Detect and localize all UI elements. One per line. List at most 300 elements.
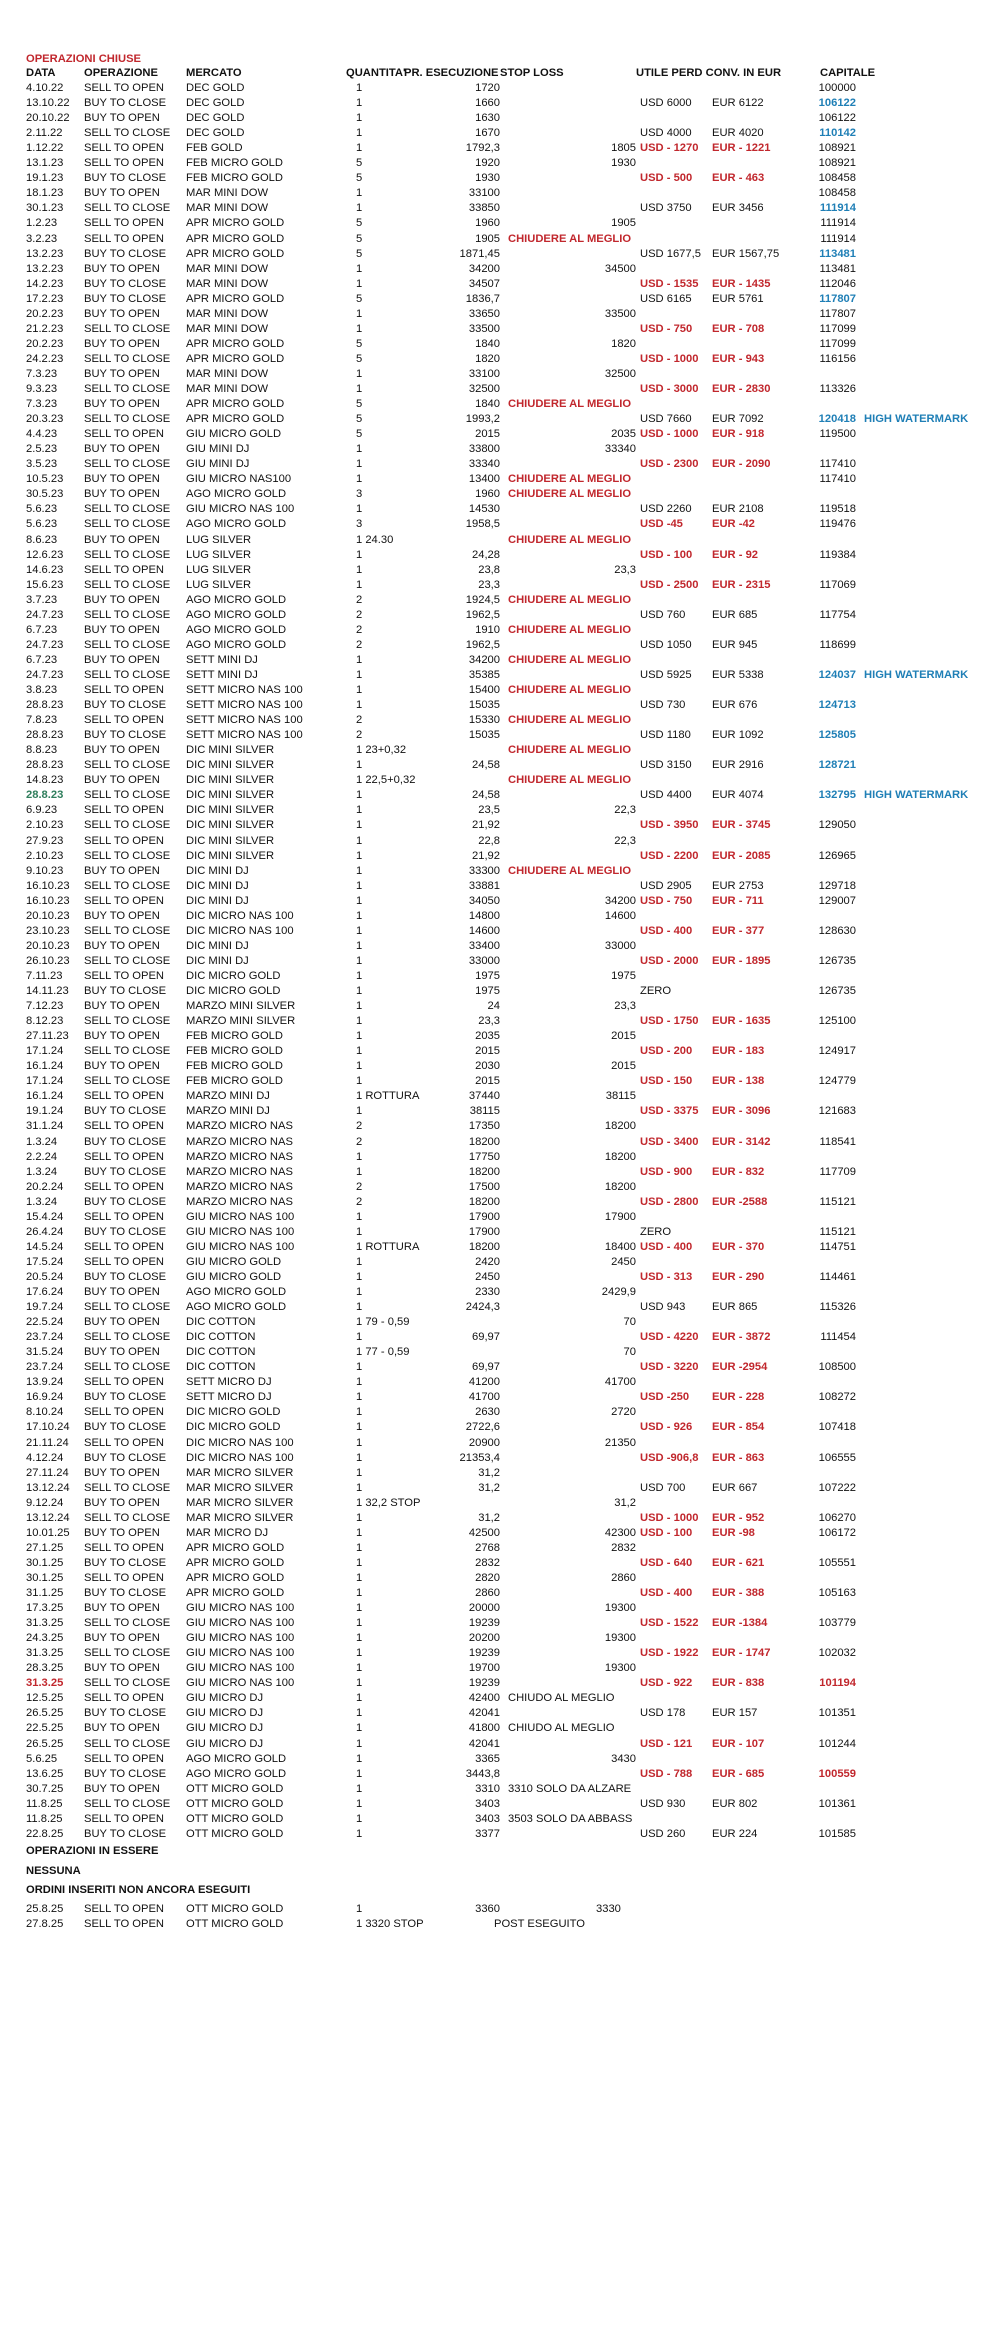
row-capital: 108272 xyxy=(818,1391,856,1404)
row-market: GIU MICRO DJ xyxy=(186,1707,264,1720)
row-capital: 121683 xyxy=(818,1105,856,1118)
row-operation: BUY TO OPEN xyxy=(84,1722,160,1735)
row-date: 17.5.24 xyxy=(26,1255,64,1268)
row-date: 3.7.23 xyxy=(26,593,58,606)
row-price: 69,97 xyxy=(472,1331,500,1344)
row-date: 21.2.23 xyxy=(26,322,64,335)
row-operation: BUY TO CLOSE xyxy=(84,1165,167,1178)
row-price: 33650 xyxy=(468,307,500,320)
row-capital: 108921 xyxy=(818,157,856,170)
row-pl-usd: USD - 3220 xyxy=(640,1361,699,1374)
pending-date: 27.8.25 xyxy=(26,1917,64,1930)
row-date: 5.6.23 xyxy=(26,518,58,531)
row-price: 1630 xyxy=(475,112,500,125)
row-operation: BUY TO OPEN xyxy=(84,112,160,125)
row-market: LUG SILVER xyxy=(186,533,252,546)
row-pl-eur: EUR - 290 xyxy=(712,1270,765,1283)
row-capital: 105163 xyxy=(818,1587,856,1599)
row-pl-usd: USD 4000 xyxy=(640,127,692,140)
row-price: 15035 xyxy=(468,729,500,742)
row-pl-usd: USD - 900 xyxy=(640,1165,693,1178)
row-date: 2.10.23 xyxy=(26,849,64,862)
row-pl-eur: EUR 4020 xyxy=(712,127,764,140)
row-quantity: 1 xyxy=(356,1752,363,1765)
row-price: 33100 xyxy=(468,187,500,200)
row-quantity: 5 xyxy=(356,413,363,426)
row-operation: BUY TO OPEN xyxy=(84,1782,160,1795)
row-market: SETT MICRO NAS 100 xyxy=(186,684,303,696)
row-market: FEB MICRO GOLD xyxy=(186,1045,283,1058)
row-price: 18200 xyxy=(468,1165,500,1178)
pending-orders-heading: ORDINI INSERITI NON ANCORA ESEGUITI xyxy=(26,1883,251,1896)
row-note: CHIUDERE AL MEGLIO xyxy=(508,864,632,877)
row-pl-eur: EUR - 92 xyxy=(712,548,759,561)
row-date: 26.5.25 xyxy=(26,1737,64,1750)
row-market: FEB MICRO GOLD xyxy=(186,1075,283,1088)
row-price: 24 xyxy=(487,1000,500,1013)
row-market: DIC MINI DJ xyxy=(186,864,249,877)
row-date: 20.2.23 xyxy=(26,337,64,350)
row-capital: 102032 xyxy=(818,1647,856,1660)
row-capital: 113326 xyxy=(819,383,856,395)
row-date: 20.10.23 xyxy=(26,939,70,952)
row-stop-loss: 3430 xyxy=(611,1752,636,1765)
row-stop-loss: 17900 xyxy=(604,1210,636,1223)
open-positions-heading: OPERAZIONI IN ESSERE xyxy=(26,1844,159,1857)
row-capital: 101361 xyxy=(818,1797,856,1810)
row-operation: SELL TO OPEN xyxy=(84,157,165,170)
row-market: GIU MICRO NAS 100 xyxy=(186,1210,295,1223)
row-market: GIU MICRO NAS 100 xyxy=(186,503,295,516)
row-market: AGO MICRO GOLD xyxy=(186,518,287,531)
row-price: 33800 xyxy=(468,443,500,456)
row-price: 1960 xyxy=(475,217,500,230)
row-date: 22.5.25 xyxy=(26,1722,64,1735)
row-stop-loss: 32500 xyxy=(604,367,636,380)
row-price: 33300 xyxy=(468,864,500,877)
high-watermark-label: HIGH WATERMARK xyxy=(864,789,969,802)
row-market: GIU MICRO NAS 100 xyxy=(186,1677,295,1690)
row-date: 16.10.23 xyxy=(26,879,70,892)
row-pl-eur: EUR - 3745 xyxy=(712,819,771,832)
row-market: APR MICRO GOLD xyxy=(186,1541,285,1554)
pending-stop: 3330 xyxy=(596,1902,621,1915)
row-market: DIC MINI SILVER xyxy=(186,789,275,802)
row-date: 15.4.24 xyxy=(26,1210,64,1223)
row-pl-eur: EUR - 1221 xyxy=(712,142,771,155)
row-price: 3365 xyxy=(475,1752,500,1765)
row-pl-usd: USD - 100 xyxy=(640,1526,693,1539)
row-market: MAR MICRO SILVER xyxy=(186,1481,294,1494)
row-operation: SELL TO CLOSE xyxy=(84,503,171,516)
row-capital: 111914 xyxy=(820,232,856,245)
row-quantity: 1 xyxy=(356,1286,363,1298)
row-note: CHIUDERE AL MEGLIO xyxy=(508,653,632,666)
row-market: FEB GOLD xyxy=(186,142,243,155)
row-pl-usd: USD - 200 xyxy=(640,1045,693,1058)
row-capital: 115326 xyxy=(819,1301,856,1314)
row-market: APR MICRO GOLD xyxy=(186,292,285,305)
row-price: 33500 xyxy=(468,322,500,335)
row-pl-usd: USD - 3400 xyxy=(640,1135,699,1148)
row-price: 41800 xyxy=(468,1722,500,1735)
row-operation: BUY TO CLOSE xyxy=(84,1707,167,1720)
row-operation: BUY TO OPEN xyxy=(84,337,160,350)
row-quantity: 1 xyxy=(356,1270,363,1283)
column-header: DATA xyxy=(26,67,56,79)
row-market: MARZO MICRO NAS xyxy=(186,1150,293,1163)
row-pl-usd: USD - 400 xyxy=(640,1240,693,1253)
row-quantity: 1 xyxy=(356,1466,363,1479)
row-market: AGO MICRO GOLD xyxy=(186,1752,287,1765)
row-capital: 124917 xyxy=(818,1045,856,1058)
row-pl-usd: USD - 1522 xyxy=(640,1617,699,1630)
row-operation: SELL TO CLOSE xyxy=(84,383,171,395)
row-quantity: 1 xyxy=(356,458,363,471)
page-title: OPERAZIONI CHIUSE xyxy=(26,53,141,65)
row-date: 13.1.23 xyxy=(26,157,64,170)
row-operation: SELL TO CLOSE xyxy=(84,1797,171,1810)
row-market: DIC MINI SILVER xyxy=(186,819,275,832)
row-capital: 126735 xyxy=(818,985,856,997)
row-operation: BUY TO CLOSE xyxy=(84,1827,167,1840)
row-market: GIU MICRO NAS 100 xyxy=(186,1240,295,1253)
row-quantity: 1 xyxy=(356,909,363,922)
row-date: 6.7.23 xyxy=(26,653,58,666)
row-market: DIC MINI SILVER xyxy=(186,774,275,787)
row-pl-eur: EUR 6122 xyxy=(712,97,764,110)
row-operation: SELL TO OPEN xyxy=(84,1255,165,1268)
row-price: 2630 xyxy=(475,1406,500,1419)
row-quantity: 1 xyxy=(356,699,363,712)
row-capital: 124779 xyxy=(818,1075,856,1088)
row-quantity: 1 xyxy=(356,684,363,696)
row-pl-eur: EUR - 621 xyxy=(712,1556,765,1569)
row-pl-usd: USD - 2000 xyxy=(640,954,699,967)
row-market: MAR MINI DOW xyxy=(186,187,269,200)
row-capital: 126735 xyxy=(818,954,856,967)
row-market: APR MICRO GOLD xyxy=(186,1556,285,1569)
row-quantity: 2 xyxy=(356,1135,363,1148)
row-market: AGO MICRO GOLD xyxy=(186,593,287,606)
row-quantity: 1 xyxy=(356,1165,363,1178)
row-quantity: 1 xyxy=(356,277,363,290)
row-market: DIC COTTON xyxy=(186,1331,256,1344)
row-market: GIU MICRO NAS 100 xyxy=(186,1647,295,1660)
row-stop-loss: 1930 xyxy=(611,157,636,170)
row-price: 33100 xyxy=(468,367,500,380)
row-date: 7.8.23 xyxy=(26,714,58,727)
row-date: 31.5.24 xyxy=(26,1346,64,1359)
row-pl-eur: EUR - 1747 xyxy=(712,1647,771,1660)
row-price: 2420 xyxy=(475,1255,500,1268)
row-market: DEC GOLD xyxy=(186,127,245,140)
row-date: 8.8.23 xyxy=(26,744,58,757)
row-date: 26.4.24 xyxy=(26,1225,64,1238)
row-price: 24,58 xyxy=(472,759,500,772)
row-pl-eur: EUR 1092 xyxy=(712,729,764,742)
row-market: DIC MINI SILVER xyxy=(186,849,275,862)
row-operation: BUY TO CLOSE xyxy=(84,1105,167,1118)
row-pl-usd: USD - 1535 xyxy=(640,277,699,290)
row-date: 14.8.23 xyxy=(26,774,64,787)
row-pl-usd: USD - 640 xyxy=(640,1556,693,1569)
row-pl-eur: EUR - 138 xyxy=(712,1075,765,1088)
row-pl-eur: EUR -2588 xyxy=(712,1195,768,1208)
row-price: 20000 xyxy=(468,1602,500,1615)
row-date: 21.11.24 xyxy=(26,1436,69,1449)
row-stop-loss: 19300 xyxy=(604,1632,636,1645)
row-operation: BUY TO CLOSE xyxy=(84,292,167,305)
row-quantity: 1 xyxy=(356,578,363,591)
row-operation: BUY TO OPEN xyxy=(84,398,160,411)
row-market: AGO MICRO GOLD xyxy=(186,1301,287,1314)
row-quantity: 5 xyxy=(356,292,363,305)
row-capital: 106122 xyxy=(818,97,856,110)
row-date: 30.1.25 xyxy=(26,1556,64,1569)
row-date: 24.3.25 xyxy=(26,1632,64,1645)
row-date: 5.6.23 xyxy=(26,503,58,516)
row-price: 2860 xyxy=(475,1587,500,1599)
row-price: 1720 xyxy=(475,82,500,94)
row-stop-loss: 18200 xyxy=(604,1120,636,1133)
row-quantity: 1 xyxy=(356,1782,363,1795)
row-date: 28.3.25 xyxy=(26,1662,64,1675)
row-price: 14600 xyxy=(468,924,500,937)
row-quantity: 1 xyxy=(356,307,363,320)
row-note: 3503 SOLO DA ABBASS xyxy=(508,1812,633,1825)
row-quantity: 1 xyxy=(356,1481,363,1494)
row-quantity: 1 xyxy=(356,1075,363,1088)
row-market: LUG SILVER xyxy=(186,578,252,591)
row-quantity: 1 xyxy=(356,1722,363,1735)
row-date: 1.3.24 xyxy=(26,1165,58,1178)
row-quantity: 1 xyxy=(356,142,363,155)
row-quantity: 1 xyxy=(356,473,363,486)
row-capital: 105551 xyxy=(818,1556,856,1569)
row-market: MAR MICRO SILVER xyxy=(186,1466,294,1479)
row-operation: BUY TO CLOSE xyxy=(84,1451,167,1464)
row-quantity: 1 xyxy=(356,443,363,456)
row-stop-loss: 70 xyxy=(623,1316,636,1329)
row-operation: BUY TO CLOSE xyxy=(84,699,167,712)
row-date: 23.7.24 xyxy=(26,1331,64,1344)
row-stop-loss: 18400 xyxy=(604,1240,636,1253)
row-operation: BUY TO CLOSE xyxy=(84,1556,167,1569)
row-date: 17.6.24 xyxy=(26,1286,64,1298)
row-operation: SELL TO OPEN xyxy=(84,563,165,576)
row-market: APR MICRO GOLD xyxy=(186,352,285,365)
pending-operation: SELL TO OPEN xyxy=(84,1917,165,1930)
row-operation: SELL TO OPEN xyxy=(84,1240,165,1253)
column-header: PR. ESECUZIONE xyxy=(404,67,499,79)
high-watermark-label: HIGH WATERMARK xyxy=(864,413,969,426)
row-pl-eur: EUR - 863 xyxy=(712,1451,765,1464)
row-date: 3.8.23 xyxy=(26,684,58,696)
row-note: CHIUDERE AL MEGLIO xyxy=(508,488,632,501)
pending-market: OTT MICRO GOLD xyxy=(186,1917,284,1930)
row-pl-usd: USD 5925 xyxy=(640,668,692,681)
row-quantity: 1 xyxy=(356,1361,363,1374)
row-quantity: 1 xyxy=(356,1105,363,1118)
row-pl-usd: ZERO xyxy=(640,985,672,997)
pending-operation: SELL TO OPEN xyxy=(84,1902,165,1915)
row-operation: SELL TO OPEN xyxy=(84,1090,165,1103)
row-operation: SELL TO OPEN xyxy=(84,1180,165,1193)
row-price: 20200 xyxy=(468,1632,500,1645)
row-price: 14530 xyxy=(468,503,500,516)
row-price: 3403 xyxy=(475,1812,500,1825)
row-date: 15.6.23 xyxy=(26,578,64,591)
row-capital: 129718 xyxy=(818,879,856,892)
row-operation: SELL TO CLOSE xyxy=(84,954,171,967)
row-capital: 125805 xyxy=(818,729,856,742)
row-pl-eur: EUR - 952 xyxy=(712,1511,765,1524)
row-quantity: 1 xyxy=(356,1000,363,1013)
row-quantity: 1 xyxy=(356,1541,363,1554)
row-quantity: 1 xyxy=(356,1587,363,1599)
row-market: MAR MINI DOW xyxy=(186,307,269,320)
row-pl-usd: USD -250 xyxy=(640,1391,690,1404)
row-pl-usd: USD 178 xyxy=(640,1707,686,1720)
row-date: 13.12.24 xyxy=(26,1511,70,1524)
row-date: 17.10.24 xyxy=(26,1421,70,1434)
row-operation: SELL TO OPEN xyxy=(84,1541,165,1554)
row-pl-usd: USD - 2500 xyxy=(640,578,699,591)
row-pl-usd: USD - 926 xyxy=(640,1421,693,1434)
row-note: CHIUDERE AL MEGLIO xyxy=(508,593,632,606)
row-operation: SELL TO OPEN xyxy=(84,804,165,817)
pending-market: OTT MICRO GOLD xyxy=(186,1902,284,1915)
row-date: 28.8.23 xyxy=(26,699,64,712)
row-price: 17350 xyxy=(468,1120,500,1133)
row-capital: 119518 xyxy=(819,503,856,516)
row-operation: BUY TO OPEN xyxy=(84,1632,160,1645)
row-capital: 118699 xyxy=(819,638,856,651)
row-date: 24.7.23 xyxy=(26,668,64,681)
row-pl-eur: EUR - 1895 xyxy=(712,954,771,967)
row-operation: SELL TO CLOSE xyxy=(84,924,171,937)
row-pl-eur: EUR - 918 xyxy=(712,428,765,441)
row-capital: 111914 xyxy=(819,202,856,215)
row-pl-eur: EUR - 708 xyxy=(712,322,765,335)
row-quantity: 1 24.30 xyxy=(356,533,394,546)
row-price: 1871,45 xyxy=(459,247,500,260)
row-pl-eur: EUR - 1435 xyxy=(712,277,771,290)
row-price: 2330 xyxy=(475,1286,500,1298)
row-date: 16.1.24 xyxy=(26,1090,64,1103)
row-capital: 114751 xyxy=(819,1240,856,1253)
row-date: 20.10.23 xyxy=(26,909,70,922)
row-quantity: 2 xyxy=(356,623,363,636)
row-pl-usd: USD - 121 xyxy=(640,1737,693,1750)
row-price: 17900 xyxy=(468,1225,500,1238)
row-quantity: 1 xyxy=(356,1150,363,1163)
row-operation: SELL TO OPEN xyxy=(84,1376,165,1389)
row-operation: SELL TO CLOSE xyxy=(84,1015,171,1028)
row-quantity: 1 xyxy=(356,1707,363,1720)
row-quantity: 2 xyxy=(356,729,363,742)
row-capital: 115121 xyxy=(819,1225,856,1238)
row-date: 10.5.23 xyxy=(26,473,64,486)
row-quantity: 1 xyxy=(356,367,363,380)
row-pl-eur: EUR - 370 xyxy=(712,1240,765,1253)
row-quantity: 1 xyxy=(356,668,363,681)
row-quantity: 1 xyxy=(356,1827,363,1840)
row-stop-loss: 1905 xyxy=(611,217,636,230)
row-pl-usd: USD - 3950 xyxy=(640,819,699,832)
row-market: GIU MICRO NAS 100 xyxy=(186,1225,295,1238)
row-date: 20.3.23 xyxy=(26,413,64,426)
row-market: GIU MICRO GOLD xyxy=(186,1270,282,1283)
row-pl-usd: USD - 2800 xyxy=(640,1195,699,1208)
row-quantity: 1 23+0,32 xyxy=(356,744,407,757)
row-date: 27.11.24 xyxy=(26,1466,69,1479)
row-operation: BUY TO CLOSE xyxy=(84,1767,167,1780)
row-market: FEB MICRO GOLD xyxy=(186,157,283,170)
row-pl-eur: EUR 5338 xyxy=(712,668,764,681)
row-date: 17.3.25 xyxy=(26,1602,64,1615)
row-quantity: 1 xyxy=(356,322,363,335)
row-date: 9.12.24 xyxy=(26,1496,64,1509)
row-quantity: 2 xyxy=(356,608,363,621)
row-pl-usd: USD 930 xyxy=(640,1797,686,1810)
row-market: MARZO MICRO NAS xyxy=(186,1135,293,1148)
row-operation: SELL TO CLOSE xyxy=(84,518,171,531)
row-market: DIC COTTON xyxy=(186,1316,256,1329)
row-date: 4.10.22 xyxy=(26,82,64,94)
row-pl-eur: EUR - 2315 xyxy=(712,578,771,591)
row-quantity: 1 xyxy=(356,97,363,110)
row-date: 24.7.23 xyxy=(26,608,64,621)
row-capital: 114461 xyxy=(819,1270,856,1283)
row-date: 11.8.25 xyxy=(26,1812,63,1825)
row-market: SETT MINI DJ xyxy=(186,653,258,666)
row-market: GIU MICRO NAS 100 xyxy=(186,1632,295,1645)
row-stop-loss: 23,3 xyxy=(614,563,636,576)
row-pl-usd: USD 730 xyxy=(640,699,686,712)
row-capital: 108921 xyxy=(818,142,856,155)
row-price: 22,8 xyxy=(478,834,500,847)
row-quantity: 5 xyxy=(356,172,363,185)
row-quantity: 1 xyxy=(356,383,363,395)
row-market: AGO MICRO GOLD xyxy=(186,638,287,651)
row-stop-loss: 1805 xyxy=(611,142,636,155)
row-date: 27.1.25 xyxy=(26,1541,64,1554)
row-stop-loss: 2450 xyxy=(611,1255,636,1268)
row-capital: 129007 xyxy=(818,894,856,907)
row-capital: 116156 xyxy=(819,352,856,365)
row-pl-usd: ZERO xyxy=(640,1225,672,1238)
row-quantity: 1 xyxy=(356,1647,363,1660)
row-date: 2.5.23 xyxy=(26,443,58,456)
row-stop-loss: 19300 xyxy=(604,1662,636,1675)
row-capital: 101244 xyxy=(818,1737,856,1750)
row-pl-eur: EUR - 107 xyxy=(712,1737,765,1750)
row-quantity: 1 xyxy=(356,954,363,967)
row-date: 22.5.24 xyxy=(26,1316,64,1329)
row-price: 34200 xyxy=(468,262,500,275)
row-capital: 119476 xyxy=(819,518,856,531)
row-date: 18.1.23 xyxy=(26,187,64,200)
row-pl-eur: EUR 7092 xyxy=(712,413,764,426)
row-market: SETT MICRO NAS 100 xyxy=(186,714,303,727)
row-pl-eur: EUR - 3096 xyxy=(712,1105,771,1118)
row-capital: 100000 xyxy=(818,82,856,94)
row-quantity: 1 ROTTURA xyxy=(356,1090,420,1103)
row-operation: SELL TO CLOSE xyxy=(84,1361,171,1374)
row-capital: 117099 xyxy=(819,322,856,335)
